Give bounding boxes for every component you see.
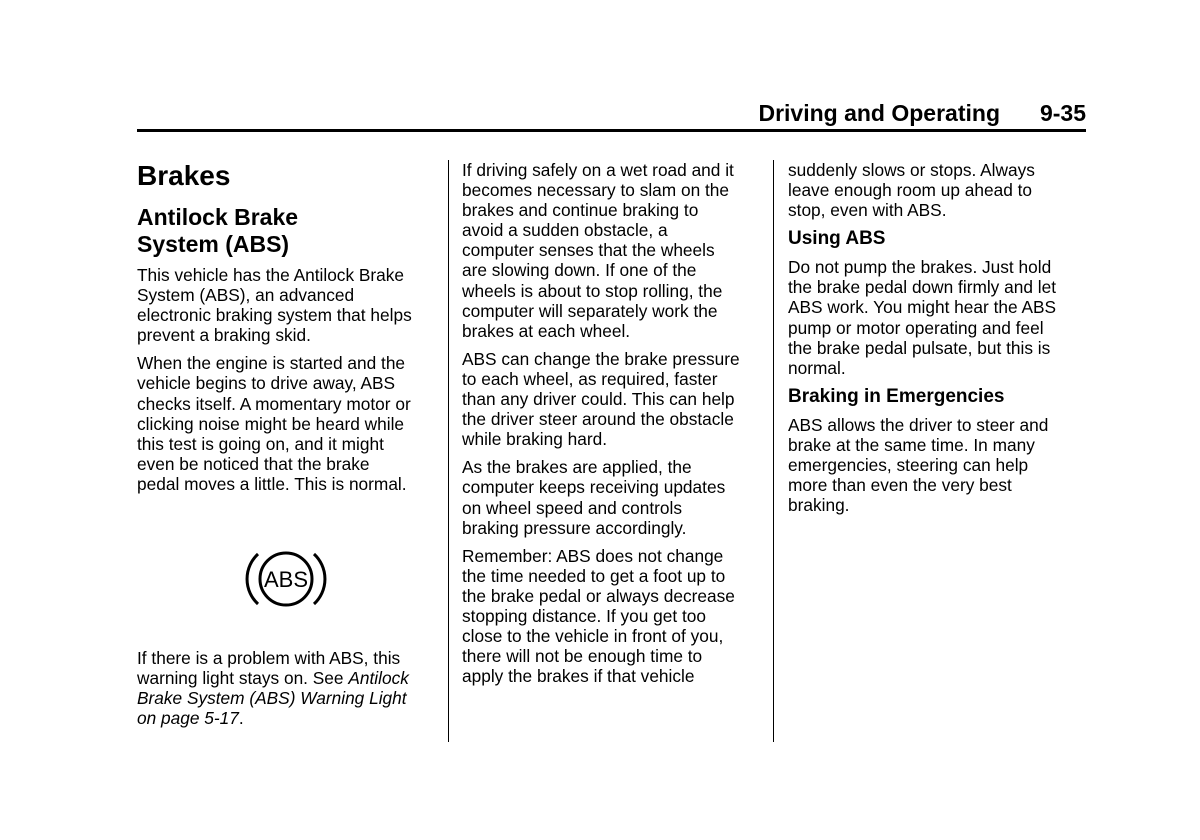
header-rule: [137, 129, 1086, 132]
cross-reference-link[interactable]: on page 5-17: [137, 708, 239, 729]
text-line: wheels is about to stop rolling, the: [462, 280, 723, 301]
heading-line: Antilock Brake: [137, 204, 299, 230]
abs-icon-label: ABS: [263, 567, 309, 592]
paragraph-remember: [462, 546, 762, 687]
text-line: brake at the same time. In many: [788, 434, 1035, 455]
text-line: brakes and continue braking to: [462, 200, 699, 221]
text-run: .: [238, 708, 244, 729]
column-1-bottom: [137, 648, 437, 736]
text-line: brakes at each wheel.: [462, 320, 631, 341]
text-line: This vehicle has the Antilock Brake: [137, 265, 405, 285]
paragraph-brake-pressure: [462, 349, 762, 449]
text-line: Remember: ABS does not change: [462, 545, 724, 566]
column-2: [462, 160, 762, 694]
heading-line: System (ABS): [137, 231, 290, 257]
text-line: electronic braking system that helps: [137, 305, 412, 326]
text-line: while braking hard.: [462, 429, 608, 450]
text-line: stopping distance. If you get too: [462, 605, 707, 626]
text-line: prevent a braking skid.: [137, 325, 311, 346]
page-header: [137, 100, 1086, 128]
paragraph-wet-road: [462, 160, 762, 341]
paragraph-engine-start: [137, 353, 437, 494]
text-line: the time needed to get a foot up to: [462, 565, 726, 586]
text-line: are slowing down. If one of the: [462, 260, 697, 281]
text-line: pedal moves a little. This is normal.: [137, 473, 407, 494]
text-line: clicking noise might be heard while: [137, 413, 405, 434]
abs-warning-light-icon: [244, 546, 328, 612]
paragraph-brakes-applied: [462, 457, 762, 537]
text-line: vehicle begins to drive away, ABS: [137, 373, 396, 394]
text-line: emergencies, steering can help: [788, 455, 1029, 476]
text-line: braking.: [788, 495, 850, 516]
paragraph-continued: [788, 160, 1088, 220]
text-line: the brake pedal or always decrease: [462, 585, 735, 606]
text-line: braking pressure accordingly.: [462, 517, 687, 538]
column-divider-2: [773, 160, 774, 742]
section-title: Driving and Operating: [758, 100, 1000, 126]
paragraph-abs-intro: [137, 265, 437, 345]
text-line: close to the vehicle in front of you,: [462, 626, 724, 647]
text-line: System (ABS), an advanced: [137, 285, 355, 306]
column-3: [788, 160, 1088, 523]
text-run: warning light stays on. See: [137, 668, 349, 689]
text-line: When the engine is started and the: [137, 353, 406, 374]
page-number: 9-35: [1039, 100, 1086, 126]
text-line: the brake pedal pulsate, but this is: [788, 337, 1051, 358]
text-line: becomes necessary to slam on the: [462, 180, 730, 201]
heading-braking-emergencies: Braking in Emergencies: [788, 385, 1005, 407]
text-line: suddenly slows or stops. Always: [788, 160, 1035, 180]
text-line: the driver steer around the obstacle: [462, 409, 734, 430]
text-line: pump or motor operating and feel: [788, 317, 1044, 338]
text-line: even be noticed that the brake: [137, 453, 370, 474]
text-line: avoid a sudden obstacle, a: [462, 220, 668, 241]
text-line: there will not be enough time to: [462, 646, 703, 667]
text-line: ABS allows the driver to steer and: [788, 414, 1049, 435]
text-line: apply the brakes if that vehicle: [462, 666, 695, 687]
text-line: [137, 708, 437, 728]
text-line: the brake pedal down firmly and let: [788, 277, 1057, 298]
text-line: computer keeps receiving updates: [462, 477, 726, 498]
paragraph-warning-light: [137, 648, 437, 728]
heading-abs: [137, 204, 437, 258]
text-line: computer will separately work the: [462, 300, 718, 321]
text-line: than any driver could. This can help: [462, 389, 735, 410]
text-line: If there is a problem with ABS, this: [137, 648, 401, 668]
paragraph-using-abs: [788, 257, 1088, 378]
cross-reference-link[interactable]: Antilock: [348, 668, 409, 689]
text-line: ABS can change the brake pressure: [462, 348, 740, 369]
text-line: more than even the very best: [788, 475, 1012, 496]
text-line: to each wheel, as required, faster: [462, 368, 718, 389]
cross-reference-link[interactable]: Brake System (ABS) Warning Light: [137, 688, 407, 709]
column-1: [137, 160, 437, 502]
text-line: As the brakes are applied, the: [462, 457, 692, 478]
text-line: normal.: [788, 357, 846, 378]
text-line: Do not pump the brakes. Just hold: [788, 257, 1052, 278]
text-line: this test is going on, and it might: [137, 433, 384, 454]
text-line: [137, 668, 437, 688]
text-line: computer senses that the wheels: [462, 240, 715, 261]
text-line: checks itself. A momentary motor or: [137, 393, 411, 414]
text-line: If driving safely on a wet road and it: [462, 160, 734, 180]
heading-brakes: Brakes: [137, 160, 231, 191]
paragraph-emergencies: [788, 415, 1088, 515]
text-line: on wheel speed and controls: [462, 497, 683, 518]
text-line: stop, even with ABS.: [788, 200, 947, 221]
heading-using-abs: Using ABS: [788, 228, 886, 250]
text-line: leave enough room up ahead to: [788, 180, 1033, 201]
column-divider-1: [448, 160, 449, 742]
text-line: ABS work. You might hear the ABS: [788, 297, 1057, 318]
